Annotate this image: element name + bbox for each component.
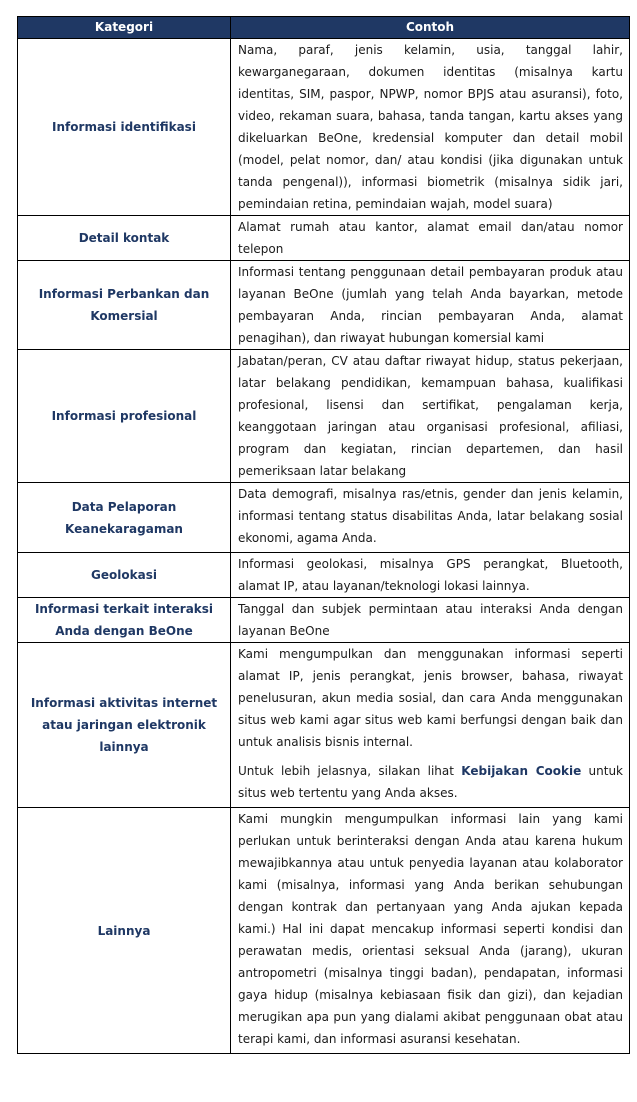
example-cell: Kami mungkin mengumpulkan informasi lain yang kami perlukan untuk berinteraksi dengan Anda atau karena hukum mewajibkannya atau untuk penyedia layanan atau kolaborator kami (misalnya, informasi yang Anda berikan sehubungan dengan kontrak dan pertanyaan yang Anda ajukan kepada kami.) Hal ini dapat mencakup informasi seperti kondisi dan perawatan medis, orientasi seksual Anda (jarang), ukuran antropometri (misalnya tinggi badan), pendapatan, informasi gaya hidup (misalnya kebiasaan fisik dan gizi), dan kejadian merugikan apa pun yang dialami akibat penggunaan obat atau terapi kami, dan informasi asuransi kesehatan. [231, 808, 630, 1054]
note-text-after: untuk situs web tertentu yang Anda akses. [238, 764, 624, 800]
table-header-row [18, 17, 630, 39]
table-row [18, 643, 630, 808]
table-row [18, 808, 630, 1054]
category-cell: Informasi identifikasi [18, 39, 231, 216]
example-cell: Alamat rumah atau kantor, alamat email dan/atau nomor telepon [231, 216, 630, 261]
table-row [18, 261, 630, 350]
example-cell: Data demografi, misalnya ras/etnis, gender dan jenis kelamin, informasi tentang status disabilitas Anda, latar belakang sosial ekonomi, agama Anda. [231, 483, 630, 553]
note-text-before: Untuk lebih jelasnya, silakan lihat [238, 764, 462, 778]
data-category-table [17, 16, 630, 1054]
category-cell: Informasi profesional [18, 350, 231, 483]
table-row [18, 39, 630, 216]
example-cell: Informasi tentang penggunaan detail pembayaran produk atau layanan BeOne (jumlah yang telah Anda bayarkan, metode pembayaran Anda, rincian pembayaran Anda, alamat penagihan), dan riwayat hubungan komersial kami [231, 261, 630, 350]
header-example: Contoh [231, 17, 630, 39]
category-cell: Geolokasi [18, 553, 231, 598]
category-cell: Informasi terkait interaksi Anda dengan BeOne [18, 598, 231, 643]
table-row [18, 350, 630, 483]
header-category: Kategori [18, 17, 231, 39]
category-cell: Data Pelaporan Keanekaragaman [18, 483, 231, 553]
table-row [18, 483, 630, 553]
table-row [18, 598, 630, 643]
table-row [18, 553, 630, 598]
table-row [18, 216, 630, 261]
example-cell: Jabatan/peran, CV atau daftar riwayat hidup, status pekerjaan, latar belakang pendidikan, kemampuan bahasa, kualifikasi profesional, lisensi dan sertifikat, pengalaman kerja, keanggotaan jaringan atau organisasi profesional, afiliasi, program dan kegiatan, rincian departemen, dan hasil pemeriksaan latar belakang [231, 350, 630, 483]
category-cell: Informasi aktivitas internet atau jaringan elektronik lainnya [18, 643, 231, 808]
example-note [238, 760, 623, 804]
example-cell: Informasi geolokasi, misalnya GPS perangkat, Bluetooth, alamat IP, atau layanan/teknologi lokasi lainnya. [231, 553, 630, 598]
example-cell [231, 643, 630, 808]
category-cell: Lainnya [18, 808, 231, 1054]
example-cell: Tanggal dan subjek permintaan atau interaksi Anda dengan layanan BeOne [231, 598, 630, 643]
example-paragraph: Kami mengumpulkan dan menggunakan informasi seperti alamat IP, jenis perangkat, jenis browser, bahasa, riwayat penelusuran, akun media sosial, dan cara Anda menggunakan situs web kami agar situs web kami berfungsi dengan baik dan untuk analisis bisnis internal. [238, 647, 623, 749]
example-cell: Nama, paraf, jenis kelamin, usia, tanggal lahir, kewarganegaraan, dokumen identitas (misalnya kartu identitas, SIM, paspor, NPWP, nomor BPJS atau asuransi), foto, video, rekaman suara, bahasa, tanda tangan, kartu akses yang dikeluarkan BeOne, kredensial komputer dan detail mobil (model, pelat nomor, dan/ atau kondisi (jika digunakan untuk tanda pengenal)), informasi biometrik (misalnya sidik jari, pemindaian retina, pemindaian wajah, model suara) [231, 39, 630, 216]
category-cell: Informasi Perbankan dan Komersial [18, 261, 231, 350]
cookie-policy-link[interactable]: Kebijakan Cookie [461, 764, 582, 778]
category-cell: Detail kontak [18, 216, 231, 261]
